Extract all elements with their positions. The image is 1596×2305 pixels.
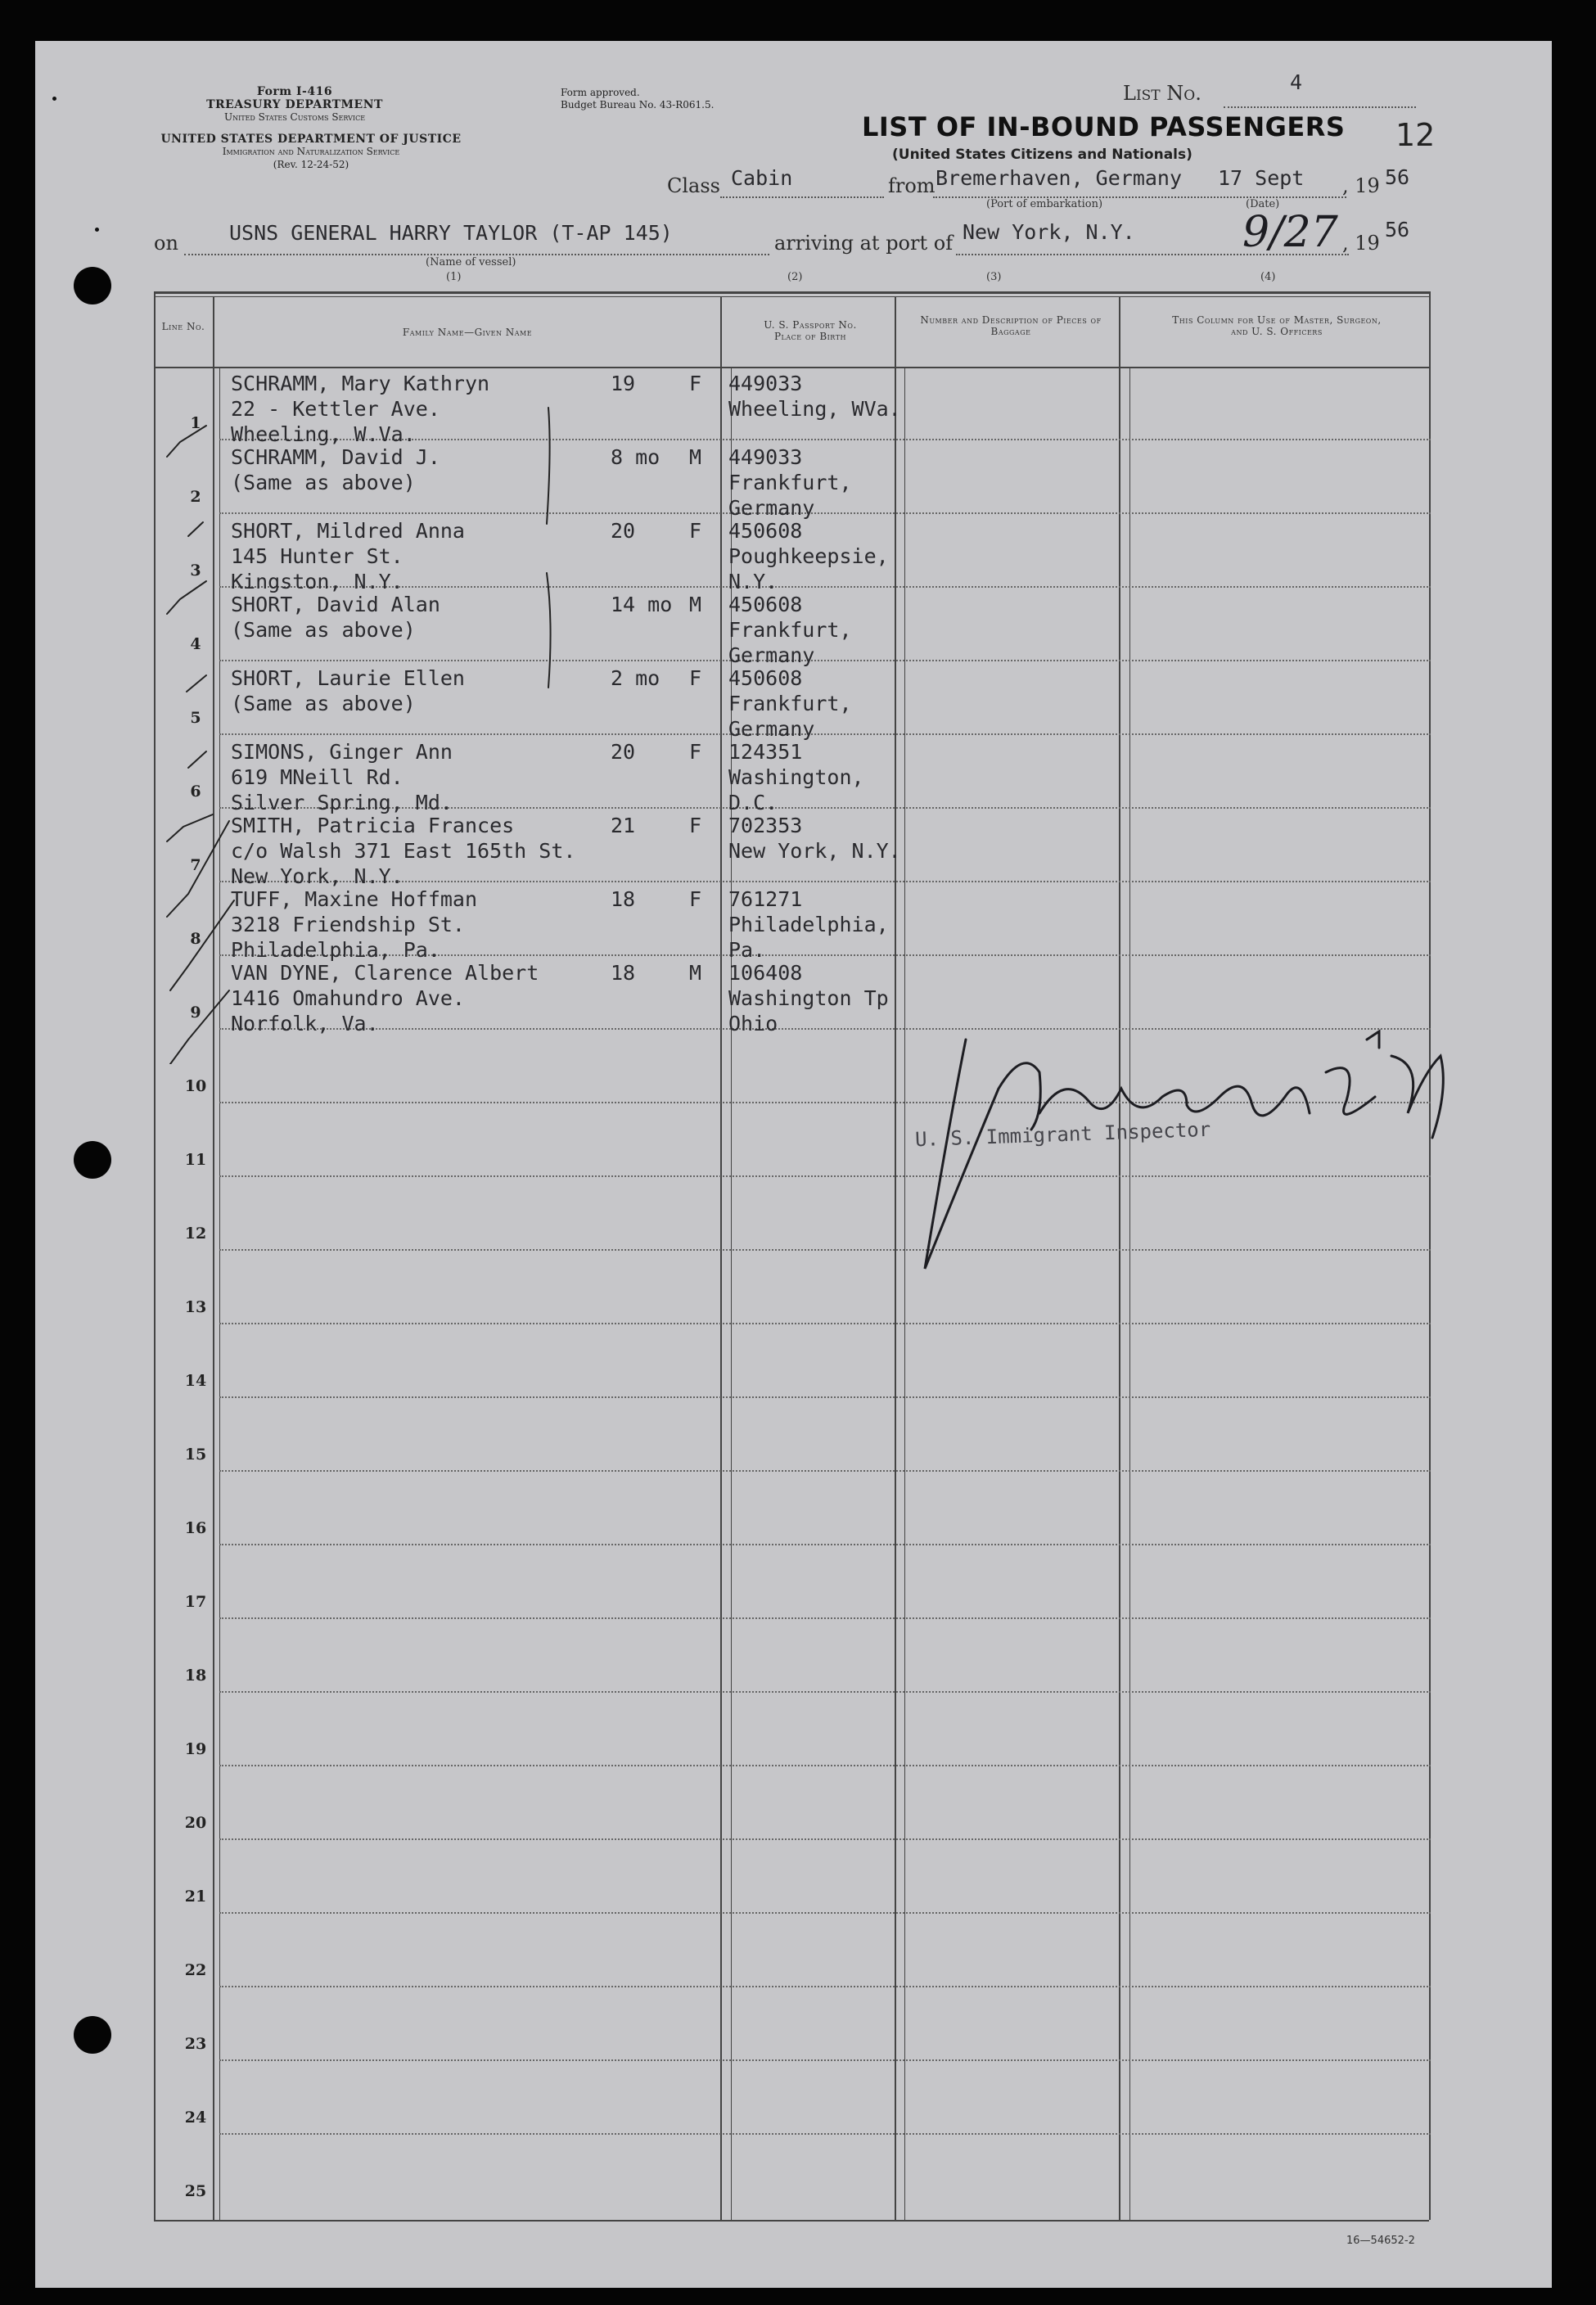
- page-title: LIST OF IN-BOUND PASSENGERS: [862, 111, 1346, 142]
- list-no-label: List No.: [1123, 82, 1202, 105]
- line-number: 1: [190, 414, 201, 432]
- budget-bureau: Budget Bureau No. 43-R061.5.: [561, 99, 715, 111]
- passenger-sex: M: [689, 961, 702, 985]
- header-name: Family Name—Given Name: [402, 327, 533, 338]
- list-no-line: [1224, 106, 1416, 108]
- line-number: 9: [190, 1004, 201, 1022]
- embark-year: 56: [1385, 165, 1410, 189]
- vessel-name: USNS GENERAL HARRY TAYLOR (T-AP 145): [229, 221, 673, 245]
- passenger-address: c/o Walsh 371 East 165th St.: [231, 839, 576, 863]
- embark-port: Bremerhaven, Germany: [936, 166, 1183, 190]
- line-number: 24: [184, 2109, 207, 2127]
- passport-number: 450608: [728, 519, 803, 543]
- line-number: 25: [184, 2182, 207, 2200]
- passenger-address: Silver Spring, Md.: [231, 791, 453, 814]
- punch-hole: [74, 1141, 111, 1179]
- passenger-address: 3218 Friendship St.: [231, 913, 465, 936]
- page-subtitle: (United States Citizens and Nationals): [892, 147, 1192, 163]
- row-rule: [219, 1986, 1431, 1987]
- row-rule: [219, 1912, 1431, 1914]
- col-ref-4: (4): [1260, 271, 1276, 283]
- passenger-age: 2 mo: [611, 666, 660, 690]
- year-prefix: , 19: [1342, 174, 1380, 197]
- row-rule: [219, 1617, 1431, 1619]
- passport-number: 449033: [728, 372, 803, 395]
- row-rule: [219, 1470, 1431, 1472]
- passenger-name: SCHRAMM, David J.: [231, 445, 440, 469]
- check-mark: [188, 522, 203, 536]
- line-number: 16: [184, 1519, 207, 1537]
- passenger-sex: F: [689, 740, 702, 764]
- page-number: 12: [1395, 117, 1436, 153]
- class-label: Class: [667, 174, 720, 197]
- check-mark: [188, 751, 206, 768]
- place-of-birth: New York, N.Y.: [728, 839, 901, 863]
- inspector-stamp: U. S. Immigrant Inspector: [914, 1117, 1211, 1152]
- line-number: 5: [190, 709, 201, 727]
- passenger-address: 145 Hunter St.: [231, 544, 404, 568]
- line-number: 14: [184, 1372, 207, 1390]
- passenger-age: 14 mo: [611, 593, 673, 616]
- passenger-address: (Same as above): [231, 692, 416, 715]
- passenger-address: Wheeling, W.Va.: [231, 422, 416, 446]
- arrival-port: New York, N.Y.: [963, 220, 1135, 244]
- punch-hole: [74, 267, 111, 304]
- passenger-address: 1416 Omahundro Ave.: [231, 986, 465, 1010]
- place-of-birth: Germany: [728, 643, 815, 667]
- passport-number: 124351: [728, 740, 803, 764]
- place-of-birth: Germany: [728, 496, 815, 520]
- check-mark: [167, 821, 229, 917]
- col-ref-3: (3): [986, 271, 1002, 283]
- row-rule: [219, 1765, 1431, 1766]
- passenger-name: SHORT, David Alan: [231, 593, 440, 616]
- passenger-age: 21: [611, 814, 636, 837]
- row-rule: [219, 1323, 1431, 1324]
- line-number: 3: [190, 562, 201, 580]
- passenger-address: Norfolk, Va.: [231, 1012, 379, 1035]
- check-mark: [167, 581, 206, 614]
- form-revision: (Rev. 12-24-52): [273, 159, 349, 170]
- passport-number: 449033: [728, 445, 803, 469]
- passenger-sex: F: [689, 666, 702, 690]
- date-caption: (Date): [1246, 198, 1280, 210]
- line-number: 10: [184, 1077, 207, 1095]
- passenger-sex: M: [689, 445, 702, 469]
- passenger-sex: F: [689, 372, 702, 395]
- place-of-birth: Washington,: [728, 765, 864, 789]
- passenger-address: (Same as above): [231, 471, 416, 494]
- passport-number: 450608: [728, 666, 803, 690]
- passenger-address: 22 - Kettler Ave.: [231, 397, 440, 421]
- passenger-sex: F: [689, 814, 702, 837]
- passenger-sex: F: [689, 519, 702, 543]
- bracket-mark: [547, 408, 550, 524]
- justice-dept: UNITED STATES DEPARTMENT OF JUSTICE: [160, 133, 462, 146]
- col-divider-passport: [895, 296, 896, 2220]
- from-label: from: [888, 174, 936, 197]
- passport-number: 106408: [728, 961, 803, 985]
- line-number: 12: [184, 1225, 207, 1243]
- passenger-age: 18: [611, 887, 636, 911]
- line-number: 8: [190, 930, 201, 948]
- check-mark: [167, 814, 213, 841]
- passenger-age: 19: [611, 372, 636, 395]
- passport-number: 761271: [728, 887, 803, 911]
- passport-number: 450608: [728, 593, 803, 616]
- vessel-caption: (Name of vessel): [426, 256, 516, 268]
- punch-hole: [74, 2016, 111, 2054]
- footer-code: 16—54652-2: [1346, 2235, 1415, 2247]
- vessel-line: [184, 254, 769, 255]
- row-rule: [219, 2133, 1431, 2135]
- passenger-name: SMITH, Patricia Frances: [231, 814, 515, 837]
- passenger-address: New York, N.Y.: [231, 864, 404, 888]
- row-rule: [219, 1396, 1431, 1398]
- place-of-birth: Washington Tp: [728, 986, 889, 1010]
- line-number: 22: [184, 1961, 207, 1979]
- list-no-value: 4: [1290, 70, 1303, 94]
- table-top-border-inner: [154, 296, 1429, 297]
- header-passport: U. S. Passport No. Place of Birth: [764, 319, 857, 342]
- passenger-name: SHORT, Mildred Anna: [231, 519, 465, 543]
- embark-date: 17 Sept: [1218, 166, 1305, 190]
- line-number: 2: [190, 488, 201, 506]
- line-number: 7: [190, 856, 201, 874]
- form-approved: Form approved.: [561, 87, 640, 98]
- check-mark: [170, 990, 229, 1064]
- passenger-age: 18: [611, 961, 636, 985]
- line-number: 11: [184, 1151, 207, 1169]
- passenger-age: 20: [611, 519, 636, 543]
- col-divider-baggage-b: [1129, 367, 1130, 2220]
- col-ref-1: (1): [446, 271, 462, 283]
- check-mark: [170, 900, 234, 990]
- place-of-birth: Germany: [728, 717, 815, 741]
- on-label: on: [154, 232, 178, 255]
- line-number: 18: [184, 1667, 207, 1685]
- customs-service: United States Customs Service: [223, 111, 366, 123]
- passenger-sex: F: [689, 887, 702, 911]
- passenger-name: SHORT, Laurie Ellen: [231, 666, 465, 690]
- line-number: 23: [184, 2035, 207, 2053]
- row-rule: [219, 1544, 1431, 1545]
- row-rule: [219, 1838, 1431, 1840]
- passenger-address: 619 MNeill Rd.: [231, 765, 404, 789]
- header-baggage: Number and Description of Pieces of Baggage: [920, 314, 1102, 337]
- place-of-birth: D.C.: [728, 791, 778, 814]
- speck: [95, 228, 99, 232]
- place-of-birth: Wheeling, WVa.: [728, 397, 901, 421]
- place-of-birth: Frankfurt,: [728, 692, 852, 715]
- year-prefix-2: , 19: [1342, 232, 1380, 255]
- speck: [52, 97, 56, 101]
- place-of-birth: Frankfurt,: [728, 618, 852, 642]
- port-embark-caption: (Port of embarkation): [986, 198, 1103, 210]
- form-number: Form I-416: [256, 85, 333, 98]
- inspector-signature: [900, 1023, 1473, 1285]
- passenger-address: Kingston, N.Y.: [231, 570, 404, 593]
- line-number: 19: [184, 1740, 207, 1758]
- passenger-name: TUFF, Maxine Hoffman: [231, 887, 478, 911]
- check-marks: [156, 360, 728, 1064]
- passenger-age: 20: [611, 740, 636, 764]
- line-number: 4: [190, 635, 201, 653]
- check-mark: [167, 426, 206, 457]
- class-line: [720, 196, 884, 198]
- line-number: 6: [190, 783, 201, 801]
- place-of-birth: Poughkeepsie,: [728, 544, 889, 568]
- line-number: 13: [184, 1298, 207, 1316]
- passenger-address: Philadelphia, Pa.: [231, 938, 440, 962]
- place-of-birth: Pa.: [728, 938, 766, 962]
- header-line-no: Line No.: [161, 321, 205, 332]
- passenger-address: (Same as above): [231, 618, 416, 642]
- passport-number: 702353: [728, 814, 803, 837]
- table-bottom-border: [154, 2220, 1429, 2222]
- bracket-mark: [547, 573, 551, 688]
- table-top-border: [154, 291, 1429, 294]
- line-number: 17: [184, 1593, 207, 1611]
- ins-service: Immigration and Naturalization Service: [222, 146, 400, 157]
- arrival-year: 56: [1385, 218, 1410, 241]
- treasury-dept: TREASURY DEPARTMENT: [206, 98, 383, 111]
- place-of-birth: Frankfurt,: [728, 471, 852, 494]
- passenger-age: 8 mo: [611, 445, 660, 469]
- line-number: 20: [184, 1814, 207, 1832]
- line-number: 15: [184, 1446, 207, 1464]
- place-of-birth: N.Y.: [728, 570, 778, 593]
- passenger-sex: M: [689, 593, 702, 616]
- place-of-birth: Philadelphia,: [728, 913, 889, 936]
- class-value: Cabin: [731, 166, 793, 190]
- col-ref-2: (2): [787, 271, 803, 283]
- passenger-name: SCHRAMM, Mary Kathryn: [231, 372, 490, 395]
- arrival-date-handwritten: 9/27: [1242, 208, 1338, 257]
- place-of-birth: Ohio: [728, 1012, 778, 1035]
- check-mark: [187, 675, 206, 692]
- col-divider-passport-b: [904, 367, 905, 2220]
- passenger-name: SIMONS, Ginger Ann: [231, 740, 453, 764]
- passenger-name: VAN DYNE, Clarence Albert: [231, 961, 539, 985]
- header-officers: This Column for Use of Master, Surgeon, and U. S. Officers: [1172, 314, 1382, 337]
- row-rule: [219, 1691, 1431, 1693]
- line-number: 21: [184, 1888, 207, 1906]
- arriving-label: arriving at port of: [774, 232, 954, 255]
- row-rule: [219, 2059, 1431, 2061]
